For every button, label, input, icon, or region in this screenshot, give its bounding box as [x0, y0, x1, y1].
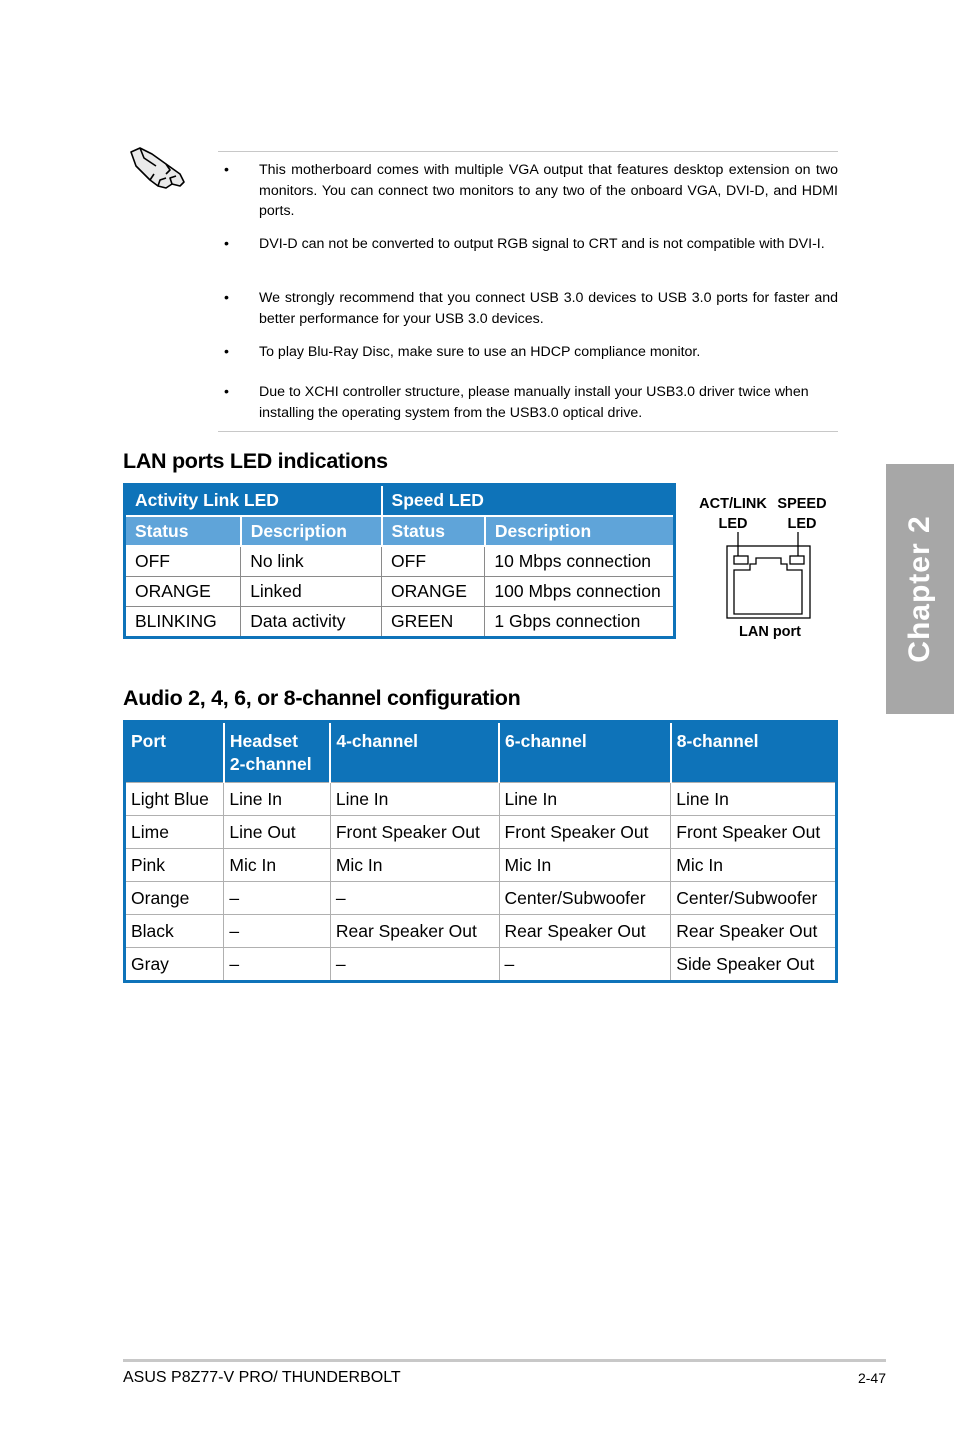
table-cell: No link [241, 546, 382, 577]
note-item: • To play Blu-Ray Disc, make sure to use an HDCP compliance monitor. [224, 344, 701, 360]
table-row [125, 882, 837, 915]
chapter-tab-label: Chapter 2 [903, 515, 936, 663]
table-cell: Pink [125, 849, 224, 882]
table-cell: Linked [241, 577, 382, 607]
speed-led-header: Speed LED [382, 485, 675, 517]
column-header: Status [382, 516, 485, 546]
table-cell: Rear Speaker Out [330, 915, 499, 948]
table-cell: Front Speaker Out [330, 816, 499, 849]
speed-led-icon [790, 556, 804, 564]
table-cell: Mic In [671, 849, 837, 882]
table-cell: ORANGE [125, 577, 241, 607]
note-item: • This motherboard comes with multiple VGA output that features desktop extension on two monitors. You can connect two monitors to any two of the onboard VGA, DVI-D, and HDMI ports. [224, 162, 838, 219]
chapter-tab [886, 464, 954, 714]
column-header: 8-channel [671, 722, 837, 783]
act-link-led-icon [734, 556, 748, 564]
lan-section-title: LAN ports LED indications [123, 449, 388, 473]
lan-port-diagram [726, 532, 814, 622]
footer-page-number: 2-47 [857, 1370, 886, 1386]
column-header: Status [125, 516, 241, 546]
table-cell: – [330, 882, 499, 915]
table-header-row [125, 485, 675, 517]
audio-config-table [123, 720, 838, 983]
note-bottom-rule [218, 431, 838, 432]
note-item: • We strongly recommend that you connect USB 3.0 devices to USB 3.0 ports for faster and better performance for your USB 3.0 devices. [224, 290, 838, 327]
table-header-row [125, 722, 837, 783]
table-row [125, 948, 837, 982]
table-cell: Front Speaker Out [671, 816, 837, 849]
note-item: • DVI-D can not be converted to output RGB signal to CRT and is not compatible with DVI-I. [224, 236, 825, 252]
table-cell: GREEN [382, 607, 485, 638]
column-header: Description [485, 516, 675, 546]
table-cell: Rear Speaker Out [671, 915, 837, 948]
table-cell: Line In [330, 783, 499, 816]
note-top-rule [218, 151, 838, 152]
table-row [125, 607, 675, 638]
table-cell: – [224, 915, 330, 948]
table-cell: BLINKING [125, 607, 241, 638]
table-cell: Line Out [224, 816, 330, 849]
table-cell: Light Blue [125, 783, 224, 816]
column-header: Description [241, 516, 382, 546]
table-cell: Mic In [330, 849, 499, 882]
table-cell: 10 Mbps connection [485, 546, 675, 577]
table-cell: Side Speaker Out [671, 948, 837, 982]
table-cell: Rear Speaker Out [499, 915, 671, 948]
table-cell: 100 Mbps connection [485, 577, 675, 607]
table-cell: Mic In [224, 849, 330, 882]
table-subheader-row [125, 516, 675, 546]
lan-port-socket [734, 558, 802, 614]
table-cell: Orange [125, 882, 224, 915]
table-row [125, 783, 837, 816]
table-cell: – [330, 948, 499, 982]
footer-rule [123, 1359, 886, 1362]
hand-note-icon [126, 144, 188, 196]
table-cell: Mic In [499, 849, 671, 882]
note-item: • Due to XCHI controller structure, please manually install your USB3.0 driver twice when installing the operating system from the USB3.0 optical drive. [224, 384, 809, 421]
column-header: Headset 2-channel [224, 722, 330, 783]
column-header: 4-channel [330, 722, 499, 783]
table-cell: – [499, 948, 671, 982]
audio-section-title: Audio 2, 4, 6, or 8-channel configuration [123, 686, 521, 710]
table-cell: Center/Subwoofer [671, 882, 837, 915]
table-cell: Front Speaker Out [499, 816, 671, 849]
table-cell: Line In [499, 783, 671, 816]
column-header: Port [125, 722, 224, 783]
table-cell: – [224, 948, 330, 982]
act-link-led-label: LED [718, 516, 748, 532]
footer-product-name: ASUS P8Z77-V PRO/ THUNDERBOLT [123, 1369, 401, 1386]
speed-led-label: LED [787, 516, 817, 532]
table-cell: Line In [224, 783, 330, 816]
table-cell: Data activity [241, 607, 382, 638]
table-cell: 1 Gbps connection [485, 607, 675, 638]
table-cell: Gray [125, 948, 224, 982]
table-cell: – [224, 882, 330, 915]
column-header: 6-channel [499, 722, 671, 783]
table-row [125, 849, 837, 882]
lan-port-outline [727, 546, 810, 618]
table-row [125, 577, 675, 607]
table-cell: Center/Subwoofer [499, 882, 671, 915]
table-cell: OFF [125, 546, 241, 577]
table-cell: OFF [382, 546, 485, 577]
table-cell: Lime [125, 816, 224, 849]
table-cell: ORANGE [382, 577, 485, 607]
act-link-label: ACT/LINK [699, 496, 767, 512]
lan-led-table [123, 483, 676, 639]
activity-link-led-header: Activity Link LED [125, 485, 382, 517]
table-row [125, 816, 837, 849]
table-cell: Black [125, 915, 224, 948]
table-row [125, 546, 675, 577]
table-row [125, 915, 837, 948]
lan-port-label: LAN port [738, 624, 801, 640]
speed-label: SPEED [777, 496, 827, 512]
table-cell: Line In [671, 783, 837, 816]
